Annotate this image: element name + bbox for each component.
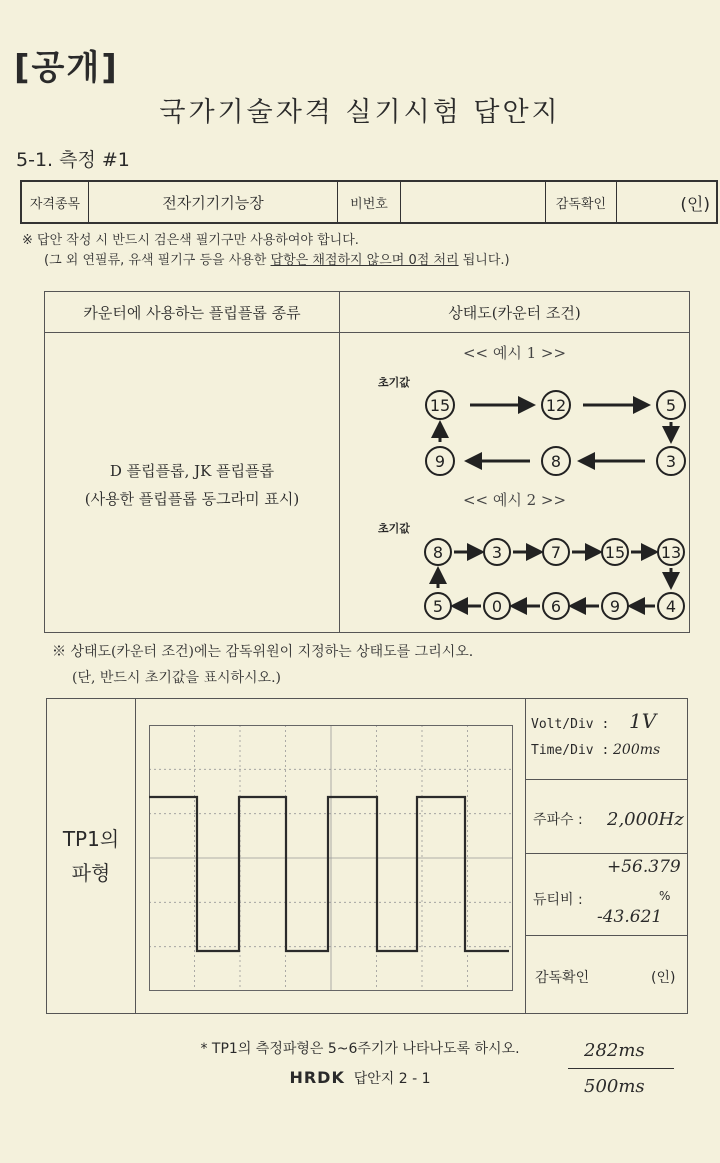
public-label: [공개] xyxy=(14,48,119,88)
footer-note: * TP1의 측정파형은 5~6주기가 나타나도록 하시오. xyxy=(200,1041,520,1057)
ex2-bottom-state-0-label: 5 xyxy=(432,597,444,616)
duty-unit: % xyxy=(659,889,671,903)
oscilloscope-grid xyxy=(149,725,513,991)
flipflop-table xyxy=(44,291,690,633)
frequency-label: 주파수 : xyxy=(533,812,583,828)
state-diagrams xyxy=(340,292,689,632)
flipflop-type-header: 카운터에 사용하는 플립플롭 종류 xyxy=(45,292,339,333)
id-label: 비번호 xyxy=(338,182,401,222)
info-table xyxy=(20,180,718,224)
state-diagram-header: 상태도(카운터 조건) xyxy=(340,292,689,333)
page-title: 국가기술자격 실기시험 답안지 xyxy=(159,97,561,128)
volt-div-value: 1V xyxy=(629,709,657,733)
waveform-label-2: 파형 xyxy=(71,861,111,885)
example2-label: << 예시 2 >> xyxy=(462,491,567,509)
waveform-label-1: TP1의 xyxy=(62,827,120,851)
waveform-supervisor-label: 감독확인 xyxy=(535,970,590,986)
ex2-bottom-state-1-label: 0 xyxy=(491,597,503,616)
waveform-seal: (인) xyxy=(651,970,676,986)
seal: (인) xyxy=(680,194,710,215)
ex1-top-state-1-label: 12 xyxy=(545,396,567,415)
supervisor-label: 감독확인 xyxy=(546,182,617,222)
field-label: 자격종목 xyxy=(22,182,89,222)
square-wave xyxy=(149,797,509,951)
duty-plus: +56.379 xyxy=(607,857,681,877)
volt-div-label: Volt/Div : xyxy=(531,717,610,732)
notice-emphasis: 답항은 채점하지 않으며 0점 처리 xyxy=(270,253,459,268)
ex2-top-state-3-label: 15 xyxy=(604,543,626,562)
waveform-table xyxy=(46,698,688,1014)
time-div-value: 200ms xyxy=(613,742,661,758)
field-value: 전자기기기능장 xyxy=(89,182,338,222)
ex2-bottom-state-3-label: 9 xyxy=(609,597,621,616)
ex2-top-state-2-label: 7 xyxy=(550,543,562,562)
calc-top: 282ms xyxy=(584,1040,645,1061)
ex2-top-state-1-label: 3 xyxy=(491,543,503,562)
state-notice-line2: (단, 반드시 초기값을 표시하시오.) xyxy=(72,670,281,686)
ex1-top-state-2-label: 5 xyxy=(665,396,677,415)
ex1-bottom-state-0-label: 9 xyxy=(434,452,446,471)
state-notice-line1: ※ 상태도(카운터 조건)에는 감독위원이 지정하는 상태도를 그리시오. xyxy=(52,644,474,660)
duty-label: 듀티비 : xyxy=(533,892,583,908)
time-div-label: Time/Div : xyxy=(531,743,610,758)
ex1-bottom-state-1-label: 8 xyxy=(550,452,562,471)
ex1-top-state-0-label: 15 xyxy=(429,396,451,415)
hrdk-logo: HRDK xyxy=(289,1068,345,1087)
initial-label-2: 초기값 xyxy=(378,522,410,535)
flipflop-types-note: (사용한 플립플롭 동그라미 표시) xyxy=(84,490,300,508)
duty-minus: -43.621 xyxy=(597,907,663,927)
page-label: 답안지 2 - 1 xyxy=(353,1071,431,1087)
flipflop-types: D 플립플롭, JK 플립플롭 xyxy=(109,462,275,480)
calc-bottom: 500ms xyxy=(584,1076,645,1097)
ex2-top-state-4-label: 13 xyxy=(660,543,682,562)
notice-line1: ※ 답안 작성 시 반드시 검은색 필기구만 사용하여야 합니다. xyxy=(22,233,359,248)
frequency-value: 2,000Hz xyxy=(607,809,684,830)
id-value xyxy=(401,182,546,222)
initial-label-1: 초기값 xyxy=(378,376,410,389)
section-heading: 5-1. 측정 #1 xyxy=(16,149,130,171)
ex1-bottom-state-2-label: 3 xyxy=(665,452,677,471)
example1-label: << 예시 1 >> xyxy=(462,344,567,362)
ex2-bottom-state-2-label: 6 xyxy=(550,597,562,616)
ex2-top-state-0-label: 8 xyxy=(432,543,444,562)
notice-line2: (그 외 연필류, 유색 필기구 등을 사용한 답항은 채점하지 않으며 0점 처리 됩니다.) xyxy=(44,253,510,268)
ex2-bottom-state-4-label: 4 xyxy=(665,597,677,616)
